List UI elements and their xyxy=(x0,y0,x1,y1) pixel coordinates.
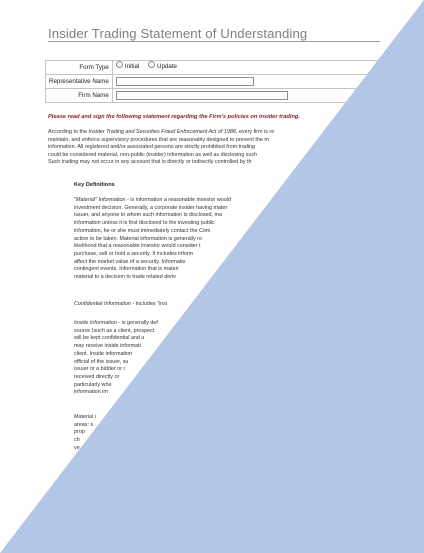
signing-instruction: Please read and sign the following statement regarding the Firm's policies on insider trading. xyxy=(48,114,300,120)
paragraph-line: issuer, and anyone to whom such information is disclosed, ma xyxy=(74,212,223,219)
paragraph-text: - includes "insi xyxy=(130,301,168,307)
paragraph-line: Material i xyxy=(74,414,96,420)
paragraph-line: client. Inside information xyxy=(74,350,133,357)
paragraph-line: contingent events. Information that is materi xyxy=(74,266,179,273)
firm-name-label: Firm Name xyxy=(46,89,113,103)
radio-initial-label: Initial xyxy=(124,63,140,70)
paragraph-line: affect the market value of a security. Informatio xyxy=(74,258,186,265)
paragraph-line: particularly whe xyxy=(74,381,112,388)
paragraph-line: material to a decision to trade related deriv xyxy=(74,274,176,281)
intro-line: Such trading may not occur in any account that is directly or indirectly controlled by th xyxy=(48,159,252,166)
paragraph-line: issuer or a bidder or r xyxy=(74,366,126,373)
paragraph-line: will be kept confidential and u xyxy=(74,335,145,342)
paragraph-line: ve xyxy=(74,444,80,451)
paragraph-line: information im xyxy=(74,389,108,396)
key-definitions-heading: Key Definitions xyxy=(74,182,115,188)
intro-text: According to the xyxy=(48,129,89,135)
inside-term: Inside Information xyxy=(74,320,117,326)
paragraph-line: official of the issuer, su xyxy=(74,358,129,365)
paragraph-line: prop xyxy=(74,429,85,436)
paragraph-line: investment decision. Generally, a corporate insider having mater xyxy=(74,204,228,211)
act-name: Insider Trading and Securities Fraud Enforcement Act of 1988 xyxy=(88,129,236,135)
intro-line: could be considered material, non-public (insider) information as well as disclosing such xyxy=(48,151,258,158)
material-term: "Material" Information xyxy=(74,197,126,203)
paragraph-text: - is information a reasonable investor would xyxy=(125,197,231,203)
paragraph-line: likelihood that a reasonable investor would consider t xyxy=(74,243,201,250)
radio-update-label: Update xyxy=(157,63,177,70)
paragraph-line: may receive inside informati xyxy=(74,343,141,350)
paragraph-line: action to be taken. Material information is generally re xyxy=(74,235,202,242)
document-title: Insider Trading Statement of Understanding xyxy=(48,26,308,41)
paragraph-line: purchase, sell or hold a security. It includes inform xyxy=(74,251,194,258)
form-type-label: Form Type xyxy=(46,61,113,75)
paragraph-text: - is generally def xyxy=(116,320,158,326)
paragraph-line: information, he or she must immediately contact the Com xyxy=(74,227,211,234)
intro-text: , every firm is re xyxy=(235,129,275,135)
paragraph-line: information unless it is first disclosed to the investing public xyxy=(74,220,215,227)
paragraph-line: areas: s xyxy=(74,421,94,428)
rep-name-label: Representative Name xyxy=(46,75,113,89)
paragraph-line: received directly or xyxy=(74,374,120,381)
paragraph-line: ch xyxy=(74,437,80,444)
intro-line: maintain, and enforce supervisory procedures that are reasonably designed to prevent the m xyxy=(48,136,269,143)
intro-line: information. All registered and/or associated persons are strictly prohibited from trading xyxy=(48,144,256,151)
paragraph-line: source (such as a client, prospect xyxy=(74,327,155,334)
confidential-term: Confidential Information xyxy=(74,301,131,307)
